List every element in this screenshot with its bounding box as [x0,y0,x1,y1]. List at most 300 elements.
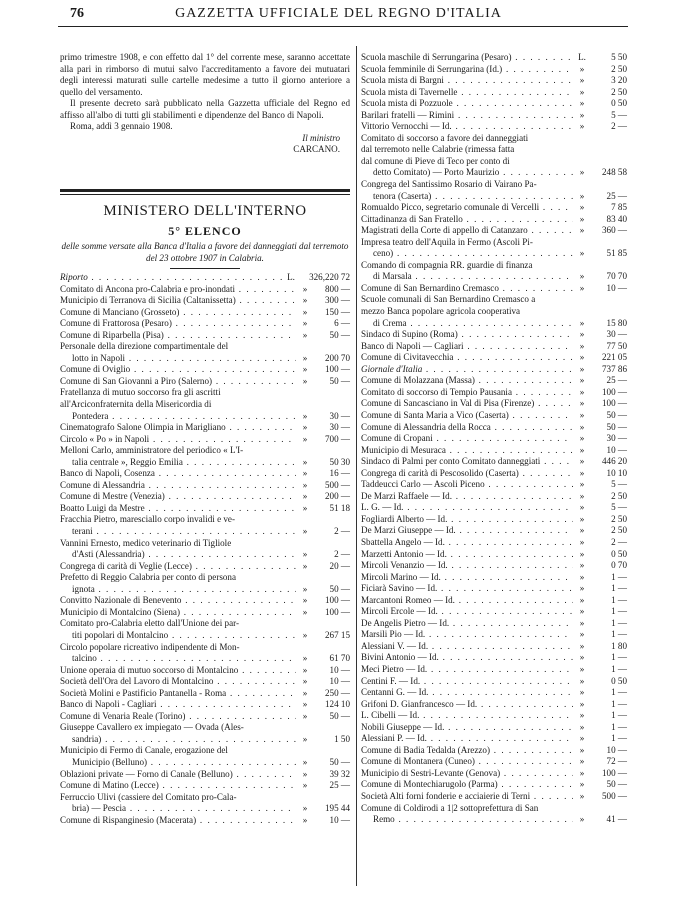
entry-amount: 20 — [329,560,350,571]
entry-amount: 446 20 [601,456,627,467]
entry-name: Comune di San Bernardino Cremasco . . . [361,283,573,295]
entry-ref: » [302,699,308,710]
donation-entry [361,98,627,110]
donation-entry [361,479,627,491]
entry-ref: » [579,352,585,363]
entry-name: Scuola mista di Pozzuole . . . [361,98,573,110]
entry-ref: » [579,629,585,640]
riporto-currency: L. [287,272,295,282]
right-donation-list [361,52,627,826]
entry-amount: 195 44 [324,803,350,814]
entry-amount: 10 — [329,676,350,687]
entry-amount: 50 — [329,583,350,594]
entry-name: ignota . . . [72,584,296,596]
entry-amount: 72 — [606,756,627,767]
donation-entry [60,722,350,745]
donation-entry [361,202,627,214]
entry-amount: 100 — [324,595,350,606]
entry-text-line: Municipio di Fermo di Canale, erogazione del [60,745,228,756]
entry-ref: » [579,744,585,755]
donation-entry [361,537,627,549]
entry-amount: 1 — [611,571,627,582]
section-thick-rule [60,189,350,192]
donation-entry [361,225,627,237]
newspaper-title: GAZZETTA UFFICIALE DEL REGNO D'ITALIA [175,6,502,21]
donation-entry [361,445,627,457]
entry-ref: » [302,306,308,317]
entry-name: L. G. — Id. . . . [361,502,573,514]
donation-entry [361,364,627,376]
donation-entry [361,468,627,480]
entry-ref: » [579,710,585,721]
entry-name: Società dell'Ora del Lavoro di Montalcino . . . [60,676,296,688]
donation-entry [361,641,627,653]
entry-amount: 1 — [611,606,627,617]
entry-name: Comune di Oviglio . . . [60,364,296,376]
entry-name: Unione operaia di mutuo soccorso di Montalcino . . . [60,665,296,677]
section-thin-rule [60,194,350,195]
entry-name: Scuola mista di Bargni . . . [361,75,573,87]
entry-ref: » [579,98,585,109]
entry-ref: » [302,733,308,744]
column-divider [356,46,357,886]
entry-ref: » [302,318,308,329]
entry-ref: » [579,86,585,97]
donation-entry [361,329,627,341]
donation-entry [361,629,627,641]
entry-ref: » [302,549,308,560]
entry-name: Comune di Sancasciano in Val di Pisa (Firenze) . . . [361,398,573,410]
entry-amount: 15 80 [606,317,627,328]
entry-text-line: dal comune di Pieve di Teco per conto di [361,155,510,166]
entry-name: Convitto Nazionale di Benevento . . . [60,595,296,607]
entry-text-line: Comando di compagnia RR. guardie di finanza [361,259,533,270]
entry-text-line: Comitato di soccorso a favore dei danneggiati [361,132,529,143]
riporto-row [60,272,350,284]
entry-amount: 0 70 [611,560,627,571]
entry-amount: 100 — [601,386,627,397]
entry-name: Sbattella Angelo — Id. . . . [361,537,573,549]
donation-entry [60,468,350,480]
donation-entry [60,665,350,677]
entry-name: De Marzi Giuseppe — Id. . . . [361,525,573,537]
entry-amount: 10 — [606,282,627,293]
elenco-subtitle: delle somme versate alla Banca d'Italia a favore dei danneggiati dal terremoto del 23 ottobre 1907 in Calabria. [61,241,349,263]
donation-entry [361,64,627,76]
intro-paragraph-1: primo trimestre 1908, e con effetto dal 1° del corrente mese, saranno accettate alla pari in rimborso di mutui salvo l'accreditamento a favore dei mutuatari degli interessi maturati sulle cartelle medesime a tutto il giorno anteriore a quello del versamento. [60,52,350,97]
donation-entry [60,445,350,468]
donation-entry [361,676,627,688]
donation-entry [60,364,350,376]
donation-entry [60,607,350,619]
donation-entry [60,538,350,561]
entry-ref: » [579,583,585,594]
entry-ref: » [302,479,308,490]
entry-amount: 1 — [611,721,627,732]
entry-text-line: Scuole comunali di San Bernardino Cremasco a [361,294,536,305]
entry-ref: » [302,491,308,502]
entry-ref: » [302,710,308,721]
donation-entry [60,561,350,573]
donation-entry [361,768,627,780]
entry-name: Comune di Alessandria della Rocca . . . [361,422,573,434]
entry-ref: » [579,513,585,524]
entry-amount: 50 — [606,409,627,420]
entry-amount: 50 30 [329,456,350,467]
donation-entry [361,283,627,295]
entry-ref: » [579,121,585,132]
entry-ref: » [579,594,585,605]
donation-entry [361,75,627,87]
entry-name: Grifoni D. Gianfrancesco — Id. . . . [361,699,573,711]
entry-name: tenora (Caserta) . . . [373,191,573,203]
entry-amount: 30 — [606,329,627,340]
entry-amount: 248 58 [601,167,627,178]
signer-name: CARCANO. [293,144,340,155]
left-column-top [60,52,350,156]
donation-entry [60,491,350,503]
donation-entry [60,780,350,792]
entry-name: Pontedera . . . [72,411,296,423]
entry-amount: 100 — [601,398,627,409]
donation-entry [60,769,350,781]
entry-name: Fogliardi Alberto — Id. . . . [361,514,573,526]
entry-amount: 267 15 [324,629,350,640]
entry-ref: » [579,213,585,224]
entry-amount: 100 — [324,606,350,617]
donation-entry [60,514,350,537]
donation-entry [361,110,627,122]
entry-amount: 25 — [329,780,350,791]
donation-entry [60,618,350,641]
donation-entry [361,803,627,826]
entry-ref: » [579,502,585,513]
entry-ref: » [579,756,585,767]
entry-text-line: Vannini Ernesto, medico veterinario di Tigliole [60,537,232,548]
entry-amount: 1 50 [334,733,350,744]
entry-ref: » [579,779,585,790]
entry-name: Marzetti Antonio — Id. . . . [361,549,573,561]
donation-entry [60,318,350,330]
entry-name: Municipio di Sestri-Levante (Genova) . . . [361,768,573,780]
entry-name: Circolo « Po » in Napoli . . . [60,434,296,446]
entry-amount: 30 — [606,433,627,444]
entry-amount: 2 50 [611,513,627,524]
entry-name: Oblazioni private — Forno di Canale (Belluno) . . . [60,769,296,781]
entry-amount: 1 — [611,710,627,721]
entry-name: Congrega di carità di Pescosolido (Caserta) . . . [361,468,573,480]
elenco-heading: 5° ELENCO [168,224,242,238]
entry-text-line: Giuseppe Cavallero ex impiegato — Ovada (Ales- [60,722,244,733]
entry-amount: 1 — [611,733,627,744]
entry-name: di Crema . . . [373,318,573,330]
entry-amount: 200 70 [324,352,350,363]
entry-ref: » [579,606,585,617]
entry-amount: 2 50 [611,86,627,97]
donation-entry [361,433,627,445]
donation-entry [60,676,350,688]
entry-text-line: Ferruccio Ulivi (cassiere del Comitato pro-Cala- [60,791,237,802]
donation-entry [361,133,627,179]
donation-entry [361,756,627,768]
entry-amount: 150 — [324,306,350,317]
donation-entry [361,514,627,526]
entry-name: Comitato di Ancona pro-Calabria e pro-inondati . . . [60,284,296,296]
entry-amount: 51 18 [329,502,350,513]
donation-entry [60,572,350,595]
entry-amount: 1 80 [611,640,627,651]
entry-amount: 10 — [606,744,627,755]
entry-name: Comune di Santa Maria a Vico (Caserta) . . . [361,410,573,422]
entry-amount: 50 — [329,329,350,340]
entry-name: Comune di Alessandria . . . [60,480,296,492]
entry-name: Remo . . . [373,814,573,826]
entry-amount: 41 — [606,814,627,825]
entry-ref: » [302,676,308,687]
entry-text-line: mezzo Banca popolare agricola cooperativa [361,306,521,317]
entry-ref: » [579,317,585,328]
donation-entry [361,491,627,503]
entry-ref: » [302,780,308,791]
donation-entry [60,307,350,319]
donation-entry [361,294,627,329]
left-donation-list [60,272,350,826]
entry-ref: » [579,675,585,686]
entry-ref: » [302,595,308,606]
donation-entry [361,549,627,561]
entry-ref: » [579,767,585,778]
donation-entry [361,722,627,734]
entry-name: Comune di Montanera (Cuneo) . . . [361,756,573,768]
entry-amount: 25 — [606,190,627,201]
entry-amount: 2 50 [611,63,627,74]
entry-ref: » [579,571,585,582]
entry-amount: 10 — [329,664,350,675]
entry-ref: » [579,536,585,547]
entry-ref: » [302,352,308,363]
entry-name: Congrega di carità di Veglie (Lecce) . . . [60,561,296,573]
donation-entry [361,341,627,353]
entry-amount: 83 40 [606,213,627,224]
entry-amount: 100 — [324,364,350,375]
entry-text-line: Impresa teatro dell'Aquila in Fermo (Ascoli Pi- [361,236,533,247]
entry-amount: 250 — [324,687,350,698]
entry-text-line: Fracchia Pietro, maresciallo corpo invalidi e ve- [60,514,235,525]
entry-ref: » [302,433,308,444]
entry-ref: » [579,202,585,213]
entry-ref: » [302,526,308,537]
entry-amount: 5 — [611,502,627,513]
entry-ref: » [579,271,585,282]
donation-entry [361,52,627,64]
entry-ref: » [302,629,308,640]
entry-name: Comitato di soccorso di Tempio Pausania . . . [361,387,573,399]
entry-name: Boatto Luigi da Mestre . . . [60,503,296,515]
entry-ref: » [579,386,585,397]
donation-entry [361,745,627,757]
entry-name: De Marzi Raffaele — Id. . . . [361,491,573,503]
entry-amount: 0 50 [611,548,627,559]
donation-entry [60,330,350,342]
donation-entry [361,560,627,572]
donation-entry [361,779,627,791]
entry-name: Comune di Cropani . . . [361,433,573,445]
entry-ref: » [579,167,585,178]
entry-amount: 500 — [324,479,350,490]
entry-text-line: all'Arciconfraternita della Misericordia di [60,399,212,410]
entry-amount: 2 — [611,121,627,132]
entry-name: Marsili Pio — Id. . . . [361,629,573,641]
entry-amount: 700 — [324,433,350,444]
entry-amount: 100 — [601,767,627,778]
entry-name: Mircoli Venanzio — Id. . . . [361,560,573,572]
donation-entry [361,664,627,676]
entry-ref: » [302,364,308,375]
entry-name: Alessiani V. — Id. . . . [361,641,573,653]
entry-name: Banco di Napoli — Cagliari . . . [361,341,573,353]
entry-ref: » [302,295,308,306]
entry-name: Comune di Manciano (Grosseto) . . . [60,307,296,319]
entry-name: Alessiani P. — Id. . . . [361,733,573,745]
entry-ref: » [579,421,585,432]
entry-name: Comune di San Giovanni a Piro (Salerno) . . . [60,376,296,388]
entry-text-line: Comitato pro-Calabria eletto dall'Unione dei par- [60,618,239,629]
entry-name: Giornale d'Italia . . . [361,364,573,376]
entry-name: talia centrale », Reggio Emilia . . . [72,457,296,469]
entry-amount: 221 05 [601,352,627,363]
donation-entry [361,791,627,803]
entry-ref: » [579,363,585,374]
entry-name: Mircoli Marino — Id. . . . [361,572,573,584]
entry-amount: 2 — [334,549,350,560]
entry-name: Comune di Frattorosa (Pesaro) . . . [60,318,296,330]
entry-amount: 30 — [329,422,350,433]
donation-entry [361,398,627,410]
donation-entry [60,745,350,768]
entry-ref: » [302,814,308,825]
donation-entry [60,642,350,665]
entry-name: Cittadinanza di San Fratello . . . [361,214,573,226]
entry-amount: 1 — [611,594,627,605]
entry-amount: 16 — [329,468,350,479]
entry-ref: » [579,398,585,409]
entry-name: bria) — Pescia . . . [72,803,296,815]
riporto-amount: 326,220 72 [309,272,350,282]
entry-ref: » [302,756,308,767]
donation-entry [60,341,350,364]
donation-entry [60,422,350,434]
entry-name: sandria) . . . [72,734,296,746]
entry-ref: » [302,560,308,571]
donation-entry [60,815,350,827]
entry-amount: 800 — [324,283,350,294]
entry-name: Centini F. — Id. . . . [361,676,573,688]
ministry-heading: MINISTERO DELL'INTERNO [103,203,307,219]
entry-amount: 200 — [324,491,350,502]
entry-name: Marcantoni Romeo — Id. . . . [361,595,573,607]
entry-ref: » [579,248,585,259]
entry-amount: 50 — [329,756,350,767]
entry-ref: » [579,340,585,351]
donation-entry [361,618,627,630]
donation-entry [361,652,627,664]
entry-name: Scuola maschile di Serrungarina (Pesaro) . . . [361,52,573,64]
entry-name: L. Cibelli — Id. . . . [361,710,573,722]
donation-entry [361,179,627,202]
donation-entry [361,121,627,133]
entry-amount: 70 70 [606,271,627,282]
entry-name: Bivini Antonio — Id. . . . [361,652,573,664]
entry-ref: » [302,410,308,421]
entry-ref: » [579,456,585,467]
entry-ref: » [302,664,308,675]
entry-ref: » [579,814,585,825]
entry-amount: 6 — [334,318,350,329]
entry-amount: 124 10 [324,699,350,710]
entry-ref: » [302,653,308,664]
entry-name: Comune di Venaria Reale (Torino) . . . [60,711,296,723]
entry-name: Sindaco di Palmi per conto Comitato danneggiati . . . [361,456,573,468]
entry-name: Banco di Napoli, Cosenza . . . [60,468,296,480]
entry-ref: » [579,640,585,651]
entry-amount: 7 85 [611,202,627,213]
entry-amount: 50 — [329,375,350,386]
entry-name: Mircoli Ercole — Id. . . . [361,606,573,618]
entry-name: Sindaco di Supino (Roma) . . . [361,329,573,341]
entry-amount: 3 20 [611,75,627,86]
header-rule [58,26,628,27]
entry-amount: 39 32 [329,768,350,779]
entry-name: Comune di Riparbella (Pisa) . . . [60,330,296,342]
entry-ref: » [579,375,585,386]
entry-amount: 10 — [606,444,627,455]
entry-text-line: Circolo popolare ricreativo indipendente di Mon- [60,641,240,652]
entry-name: Società Alti forni fonderie e acciaierie di Terni . . . [361,791,573,803]
entry-amount: 10 — [329,814,350,825]
entry-amount: 2 — [611,536,627,547]
entry-name: Scuola femminile di Serrungarina (Id.) . . . [361,64,573,76]
donation-entry [361,214,627,226]
entry-amount: 5 — [611,479,627,490]
donation-entry [361,583,627,595]
entry-amount: 50 — [606,779,627,790]
entry-amount: 10 10 [606,467,627,478]
entry-name: Comune di Molazzana (Massa) . . . [361,375,573,387]
donation-entry [60,503,350,515]
intro-paragraph-2: Il presente decreto sarà pubblicato nella Gazzetta ufficiale del Regno ed affisso all'albo di tutti gli stabilimenti e dipendenze del Banco di Napoli. [60,98,350,120]
entry-ref: » [302,606,308,617]
donation-entry [361,710,627,722]
entry-ref: » [302,583,308,594]
entry-amount: 0 50 [611,675,627,686]
signer-role: Il ministro [302,132,340,143]
entry-ref: » [579,652,585,663]
donation-entry [60,376,350,388]
entry-amount: 25 — [606,375,627,386]
entry-name: Società Molini e Pastificio Pantanella - Roma . . . [60,688,296,700]
entry-amount: 51 85 [606,248,627,259]
entry-ref: » [579,409,585,420]
entry-ref: » [579,560,585,571]
entry-name: Ficiarà Savino — Id. . . . [361,583,573,595]
entry-amount: 360 — [601,225,627,236]
entry-ref: » [579,109,585,120]
entry-text-line: dal terremoto nelle Calabrie (rimessa fatta [361,144,515,155]
donation-entry [60,688,350,700]
entry-ref: » [579,663,585,674]
entry-ref: » [579,733,585,744]
entry-ref: » [579,721,585,732]
